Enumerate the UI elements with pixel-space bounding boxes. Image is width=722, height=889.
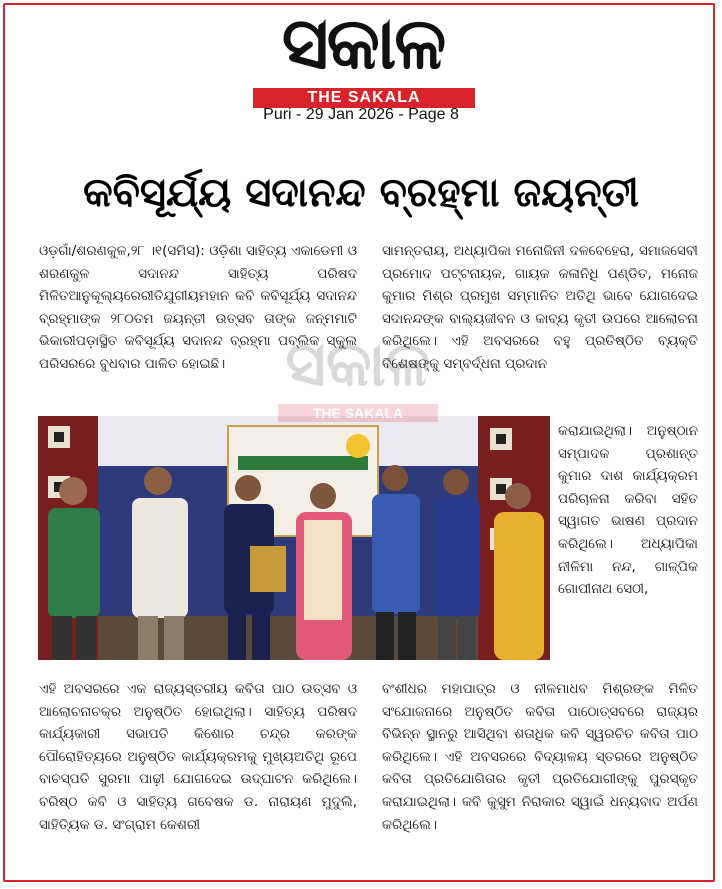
watermark-word: ସକାଳ [285,327,431,400]
article-column-right-bottom: ବଂଶୀଧର ମହାପାତ୍ର ଓ ନୀଳମାଧବ ମିଶ୍ରଙ୍କ ମିଳିତ ସଂଯୋଜନାରେ ଅନୁଷ୍ଠିତ କବିତା ପାଠୋତ୍ସବରେ ରାଜ୍ୟର ବିଭିନ୍ନ ସ୍ଥାନରୁ ଆସିଥିବା ଶତାଧିକ କବି ସ୍ୱରଚିତ କବିତା ପାଠ କରିଥିଲେ। ଏହି ଅବସରରେ ବିଦ୍ୟାଳୟ ସ୍ତରରେ ଅନୁଷ୍ଠିତ କବିତା ପ୍ରତିଯୋଗିତାର କୃତୀ ପ୍ରତିଯୋଗୀଙ୍କୁ ପୁରସ୍କୃତ କରାଯାଇଥିଲା। କବି କୁସୁମ ନିରାକାର ସ୍ୱାଇଁ ଧନ୍ୟବାଦ ଅର୍ପଣ କରିଥିଲେ। [382,681,698,833]
article-column-left-top: ଓଡ଼ଗାଁ/ଶରଣକୁଳ,୨୮ ।୧(ସମିସ): ଓଡ଼ିଶା ସାହିତ୍ୟ ଏକାଡେମୀ ଓ ଶରଣକୁଳ ସଦାନନ୍ଦ ସାହିତ୍ୟ ପରିଷଦ ମିଳିତଆନୁକୂଲ୍ୟରେରୀତିଯୁଗୀୟମହାନ କବି କବିସୂର୍ଯ୍ୟ ସଦାନନ୍ଦ ବ୍ରହ୍ମାଙ୍କ ୨୮୦ତମ ଜୟନ୍ତୀ ଉତ୍ସବ ତାଙ୍କ ଜନ୍ମମାଟି ଭିକାରୀପଡ଼ାସ୍ଥିତ କବିସୂର୍ଯ୍ୟ ସଦାନନ୍ଦ ବ୍ରହ୍ମା ପବ୍ଲିକ ସ୍କୁଲ ପରିସରରେ ବୁଧବାର ପାଳିତ ହୋଇଛି। [39,243,357,372]
article-column-right-top: ସାମନ୍ତରାୟ, ଅଧ୍ୟାପିକା ମନୋଜିନୀ ଦଳବେହେରା, ସମାଜସେବୀ ପ୍ରମୋଦ ପଟ୍ଟନାୟକ, ଗାୟକ କଳାନିଧି ପଣ୍ଡିତ, ମନୋଜ କୁମାର ମିଶ୍ର ପ୍ରମୁଖ ସମ୍ମାନିତ ଅତିଥି ଭାବେ ଯୋଗଦେଇ ସଦାନନ୍ଦଙ୍କ ବାଲ୍ୟଜୀବନ ଓ କାବ୍ୟ କୃତୀ ଉପରେ ଆଲୋଚନା କରିଥିଲେ। ଏହି ଅବସରରେ ବହୁ ପ୍ରତିଷ୍ଠିତ ବ୍ୟକ୍ତି ବିଶେଷଙ୍କୁ ସମ୍ବର୍ଦ୍ଧନା ପ୍ରଦାନ [382,243,698,372]
event-photo-illustration [38,416,550,660]
masthead-logo [213,1,513,106]
article-column-left-bottom: ଏହି ଅବସରରେ ଏକ ରାଜ୍ୟସ୍ତରୀୟ କବିତା ପାଠ ଉତ୍ସବ ଓ ଆଲୋଚନାଚକ୍ର ଅନୁଷ୍ଠିତ ହୋଇଥିଲା। ସାହିତ୍ୟ ପରିଷଦ କାର୍ଯ୍ୟକାରୀ ସଭାପତି କିଶୋର ଚନ୍ଦ୍ର କରଙ୍କ ପୌରୋହିତ୍ୟରେ ଅନୁଷ୍ଠିତ କାର୍ଯ୍ୟକ୍ରମକୁ ମୁଖ୍ୟଅତିଥି ରୂପେ ବାଚସ୍ପତି ସୁରମା ପାଢ଼ୀ ଯୋଗଦେଇ ଉଦ୍‌ଘାଟନ କରିଥିଲେ। ବରିଷ୍ଠ କବି ଓ ସାହିତ୍ୟ ଗବେଷକ ଡ. ନାରାୟଣ ମୁଦୁଲି, ସାହିତ୍ୟିକ ଡ. ସଂଗ୍ରାମ କେଶରୀ [39,681,357,833]
edition-line: Puri - 29 Jan 2026 - Page 8 [263,106,459,123]
watermark-band: THE SAKALA [278,404,438,422]
event-photo [38,416,550,660]
article-column-right-mid: କରାଯାଇଥିଲା। ଅନୁଷ୍ଠାନ ସମ୍ପାଦକ ପ୍ରଶାନ୍ତ କୁମାର ଦାଶ କାର୍ଯ୍ୟକ୍ରମ ପରିଚାଳନା କରିବା ସହିତ ସ୍ୱାଗତ ଭାଷଣ ପ୍ରଦାନ କରିଥିଲେ। ଅଧ୍ୟାପିକା ନୀଳିମା ନନ୍ଦ, ଗାଳ୍ପିକ ଗୋପୀନାଥ ସେଠୀ, [558,423,698,598]
logo-wordmark: ସକାଳ [281,1,445,85]
logo-band: THE SAKALA [253,88,475,108]
article-headline: କବିସୂର୍ଯ୍ୟ ସଦାନନ୍ଦ ବ୍ରହ୍ମା ଜୟନ୍ତୀ [83,170,639,216]
